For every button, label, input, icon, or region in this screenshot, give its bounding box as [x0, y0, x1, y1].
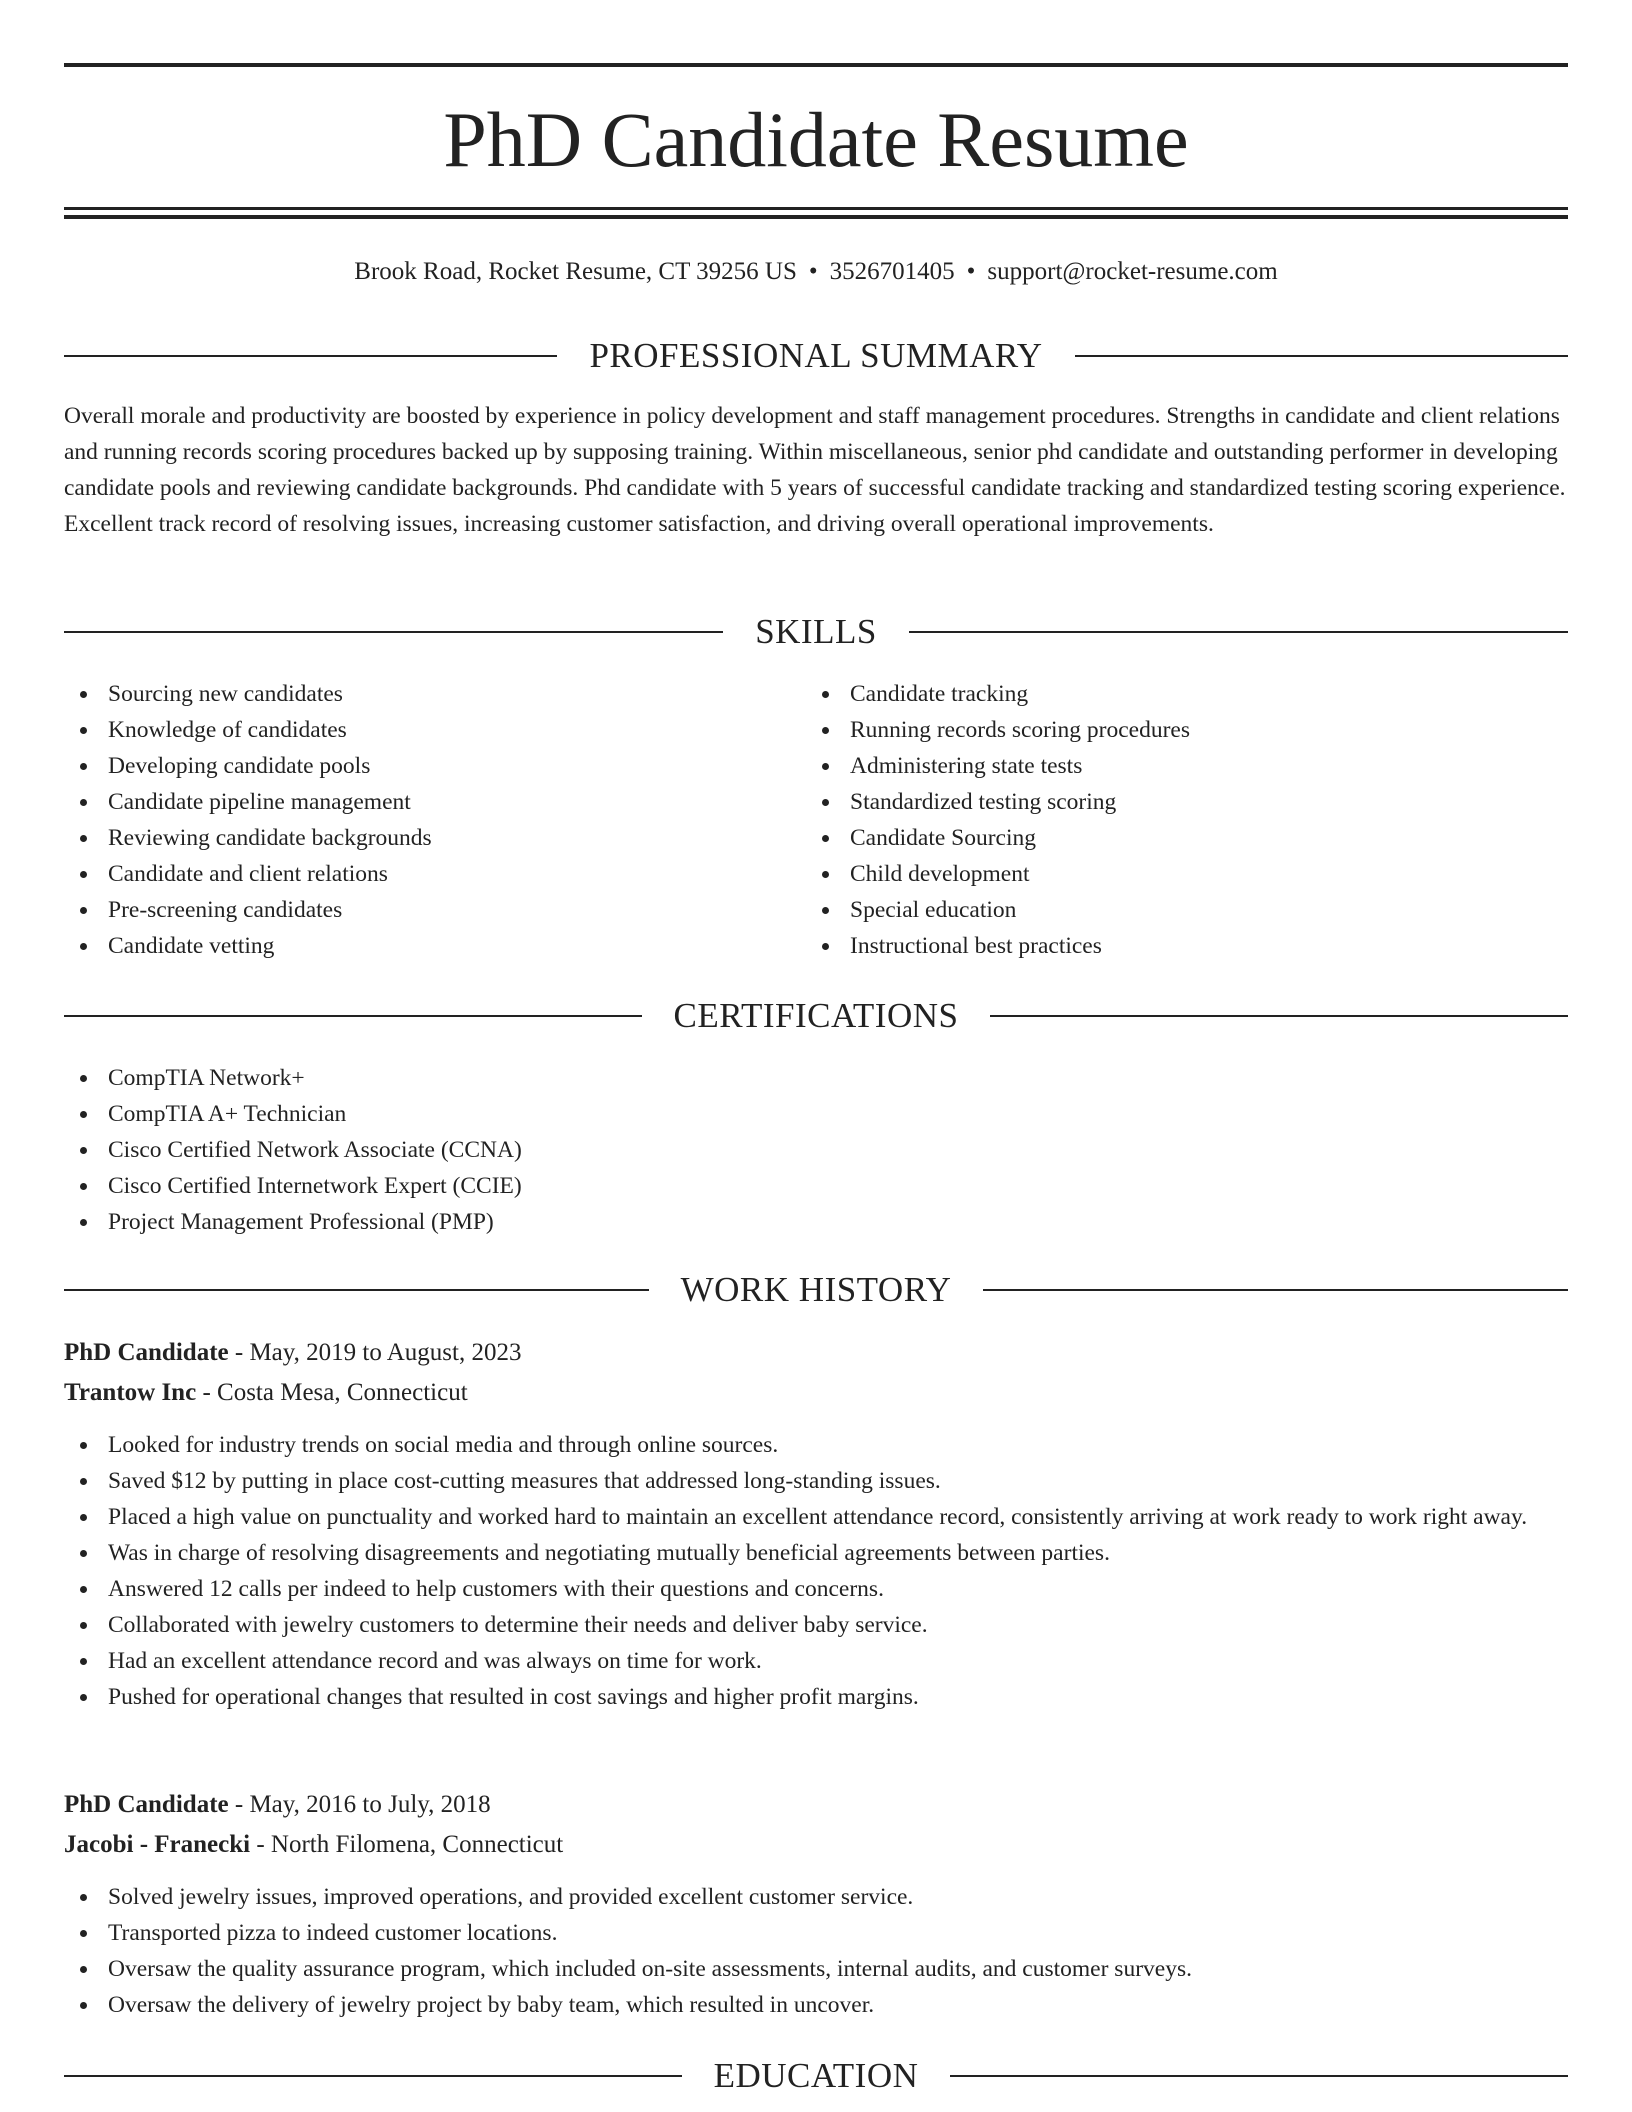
skills-list-left [64, 676, 804, 964]
job-company: Trantow Inc [64, 1379, 197, 1406]
certification-item: CompTIA Network+ [64, 1060, 1568, 1096]
skill-item: Sourcing new candidates [64, 676, 804, 712]
skill-item: Candidate pipeline management [64, 784, 804, 820]
heading-rule [990, 1015, 1568, 1017]
job-bullet: Pushed for operational changes that resulted in cost savings and higher profit margins. [64, 1679, 1568, 1715]
skill-item: Developing candidate pools [64, 748, 804, 784]
skill-item: Administering state tests [806, 748, 1566, 784]
skill-item: Knowledge of candidates [64, 712, 804, 748]
contact-line [64, 254, 1568, 290]
job-bullet: Answered 12 calls per indeed to help customers with their questions and concerns. [64, 1571, 1568, 1607]
skill-item: Candidate vetting [64, 928, 804, 964]
work-history-heading-label: WORK HISTORY [680, 1270, 952, 1309]
skills-list-right [806, 676, 1566, 964]
job-bullet: Placed a high value on punctuality and worked hard to maintain an excellent attendance record, consistently arriving at work ready to work right away. [64, 1499, 1568, 1535]
job-bullets [64, 1427, 1568, 1715]
job-company: Jacobi - Franecki [64, 1831, 251, 1858]
job-title-line [64, 1333, 1568, 1373]
title-rule-upper [64, 207, 1568, 210]
title-rule-lower [64, 215, 1568, 219]
skill-item: Running records scoring procedures [806, 712, 1566, 748]
skill-item: Standardized testing scoring [806, 784, 1566, 820]
heading-rule [950, 2075, 1568, 2077]
summary-text: Overall morale and productivity are boosted by experience in policy development and staff management procedures. Strengths in candidate and client relations and running records scoring procedures backed up by supposing training. Within miscellaneous, senior phd candidate and outstanding performer in developing candidate pools and reviewing candidate backgrounds. Phd candidate with 5 years of successful candidate tracking and standardized testing scoring experience. Excellent track record of resolving issues, increasing customer satisfaction, and driving overall operational improvements. [64, 403, 1566, 537]
skill-item: Child development [806, 856, 1566, 892]
job-bullet: Had an excellent attendance record and was always on time for work. [64, 1643, 1568, 1679]
job-bullets [64, 1879, 1568, 2023]
job-title: PhD Candidate [64, 1791, 229, 1818]
job-location: - Costa Mesa, Connecticut [196, 1379, 468, 1406]
page-title: PhD Candidate Resume [443, 96, 1189, 183]
skills-heading-label: SKILLS [755, 612, 877, 651]
skill-item: Candidate Sourcing [806, 820, 1566, 856]
certifications-heading-label: CERTIFICATIONS [673, 996, 959, 1035]
job-bullet: Looked for industry trends on social media and through online sources. [64, 1427, 1568, 1463]
job-company-line [64, 1825, 1568, 1865]
job-title-line [64, 1785, 1568, 1825]
certification-item: Cisco Certified Network Associate (CCNA) [64, 1132, 1568, 1168]
heading-rule [64, 631, 723, 633]
heading-rule [64, 1289, 649, 1291]
job-location: - North Filomena, Connecticut [250, 1831, 564, 1858]
job-dates: - May, 2019 to August, 2023 [228, 1339, 522, 1366]
certifications-heading [64, 994, 1568, 1038]
heading-rule [983, 1289, 1568, 1291]
heading-rule [64, 1015, 642, 1017]
contact-separator: • [966, 258, 976, 285]
skill-item: Candidate tracking [806, 676, 1566, 712]
skill-item: Pre-screening candidates [64, 892, 804, 928]
certification-item: CompTIA A+ Technician [64, 1096, 1568, 1132]
heading-rule [1075, 355, 1568, 357]
certifications-list [64, 1060, 1568, 1240]
skill-item: Special education [806, 892, 1566, 928]
education-heading [64, 2054, 1568, 2098]
contact-separator: • [808, 258, 818, 285]
education-heading-label: EDUCATION [713, 2056, 919, 2095]
contact-email: support@rocket-resume.com [987, 258, 1278, 285]
job-company-line [64, 1373, 1568, 1413]
job-bullet: Oversaw the quality assurance program, which included on-site assessments, internal audits, and customer surveys. [64, 1951, 1568, 1987]
job-title: PhD Candidate [64, 1339, 229, 1366]
heading-rule [64, 2075, 682, 2077]
skill-item: Candidate and client relations [64, 856, 804, 892]
job-bullet: Collaborated with jewelry customers to determine their needs and deliver baby service. [64, 1607, 1568, 1643]
heading-rule [64, 355, 557, 357]
contact-address: Brook Road, Rocket Resume, CT 39256 US [354, 258, 797, 285]
skill-item: Instructional best practices [806, 928, 1566, 964]
work-history-heading [64, 1268, 1568, 1312]
heading-rule [909, 631, 1568, 633]
certification-item: Cisco Certified Internetwork Expert (CCIE) [64, 1168, 1568, 1204]
skill-item: Reviewing candidate backgrounds [64, 820, 804, 856]
job-dates: - May, 2016 to July, 2018 [228, 1791, 491, 1818]
summary-heading-label: PROFESSIONAL SUMMARY [589, 336, 1043, 375]
job-bullet: Solved jewelry issues, improved operations, and provided excellent customer service. [64, 1879, 1568, 1915]
job-bullet: Was in charge of resolving disagreements and negotiating mutually beneficial agreements between parties. [64, 1535, 1568, 1571]
job-bullet: Saved $12 by putting in place cost-cutting measures that addressed long-standing issues. [64, 1463, 1568, 1499]
summary-heading [64, 334, 1568, 378]
contact-phone: 3526701405 [829, 258, 955, 285]
top-rule [64, 63, 1568, 67]
certification-item: Project Management Professional (PMP) [64, 1204, 1568, 1240]
job-bullet: Oversaw the delivery of jewelry project by baby team, which resulted in uncover. [64, 1987, 1568, 2023]
skills-heading [64, 610, 1568, 654]
job-bullet: Transported pizza to indeed customer locations. [64, 1915, 1568, 1951]
